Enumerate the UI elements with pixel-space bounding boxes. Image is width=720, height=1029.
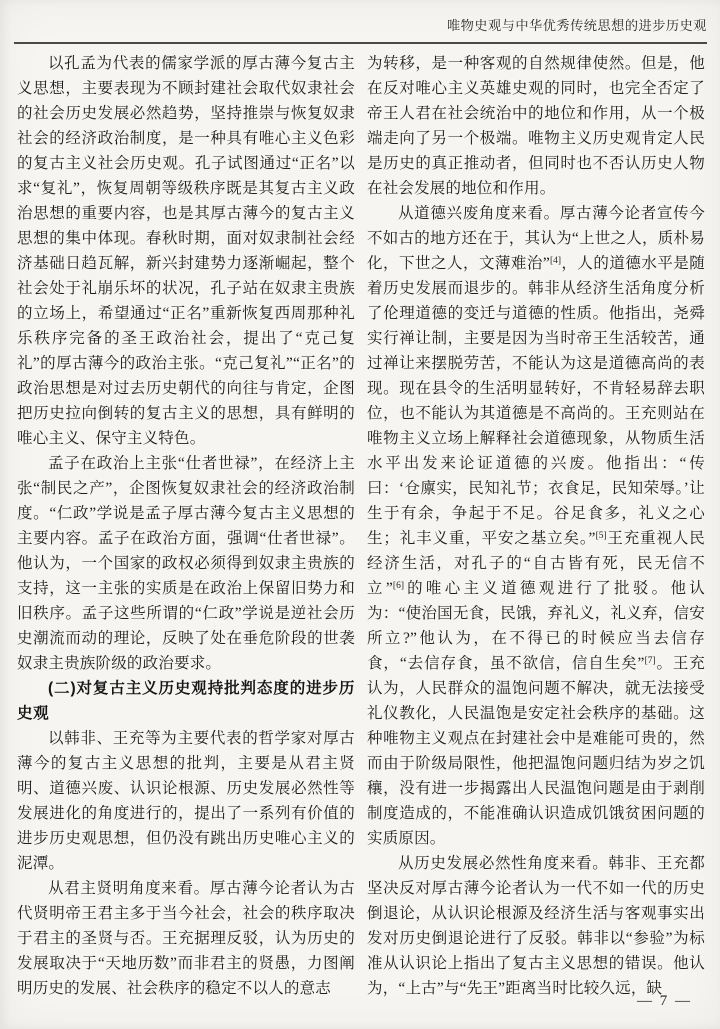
text-run: 从道德兴废角度来看。厚古薄今论者宣传今不如古的地方还在于，其认为“上世之人，质朴易化，下世之人，文薄难治” — [367, 205, 705, 272]
header-rule — [14, 42, 707, 44]
citation-ref: [4] — [550, 256, 562, 267]
text-columns — [17, 51, 706, 1001]
text-run: 。王充认为，人民群众的温饱问题不解决，就无法接受礼仪教化，人民温饱是安定社会秩序的基础。这种唯物主义观点在封建社会中是难能可贵的，然而由于阶级局限性，他把温饱问题归结为岁之饥穰，没有进一步揭露出人民温饱问题是由于剥削制度造成的，不能准确认识造成饥饿贫困问题的实质原因。 — [367, 655, 705, 847]
section-heading — [17, 676, 355, 726]
citation-ref: [6] — [392, 581, 404, 592]
text-run: 为转移，是一种客观的自然规律使然。但是，他在反对唯心主义英雄史观的同时，也完全否定了帝王人君在社会统治中的地位和作用，从一个极端走向了另一个极端。唯物主义历史观肯定人民是历史的真正推动者，但同时也不否认历史人物在社会发展的地位和作用。 — [367, 55, 705, 197]
paragraph — [17, 51, 355, 451]
running-header-title: 唯物史观与中华优秀传统思想的进步历史观 — [446, 18, 707, 33]
text-run: ，人的道德水平是随着历史发展而退步的。韩非从经济生活角度分析了伦理道德的变迁与道德的性质。他指出，尧舜实行禅让制，主要是因为当时帝王生活较苦，通过禅让来摆脱劳苦，不能认为这是道德高尚的表现。现在县令的生活明显转好，不肯轻易辞去职位，也不能认为其道德是不高尚的。王充则站在唯物主义立场上解释社会道德现象，从物质生活水平出发来论证道德的兴废。他指出：“传曰：‘仓廪实，民知礼节；衣食足，民知荣辱。’让生于有余，争起于不足。谷足食多，礼义之心生；礼丰义重，平安之基立矣。” — [367, 255, 706, 547]
page-number: — 7 — — [637, 993, 692, 1009]
right-column — [367, 51, 705, 1001]
text-run: 以韩非、王充等为主要代表的哲学家对厚古薄今的复古主义思想的批判，主要是从君主贤明、道德兴废、认识论根源、历史发展必然性等发展进化的角度进行的，提出了一系列有价值的进步历史观思想，但仍没有跳出历史唯心主义的泥潭。 — [17, 730, 355, 872]
citation-ref: [7] — [644, 656, 656, 667]
paragraph — [17, 726, 355, 876]
text-run: 的唯心主义道德观进行了批驳。他认为：“使治国无食，民饿，弃礼义，礼义弃，信安所立?”他认为，在不得已的时候应当去信存食，“去信存食，虽不欲信，信自生矣” — [367, 580, 706, 672]
text-run: 王充重视人民经济生活，对孔子的“自古皆有死，民无信不立” — [367, 530, 705, 597]
paragraph — [367, 201, 705, 851]
citation-ref: [5] — [595, 531, 607, 542]
text-run: 以孔孟为代表的儒家学派的厚古薄今复古主义思想，主要表现为不顾封建社会取代奴隶社会的社会历史发展必然趋势，坚持推崇与恢复奴隶社会的经济政治制度，是一种具有唯心主义色彩的复古主义社会历史观。孔子试图通过“正名”以求“复礼”，恢复周朝等级秩序既是其复古主义政治思想的重要内容，也是其厚古薄今的复古主义思想的集中体现。春秋时期，面对奴隶制社会经济基础日趋瓦解，新兴封建势力逐渐崛起，整个社会处于礼崩乐坏的状况，孔子站在奴隶主贵族的立场上，希望通过“正名”重新恢复西周那种礼乐秩序完备的圣王政治社会，提出了“克己复礼”的厚古薄今的政治主张。“克己复礼”“正名”的政治思想是对过去历史朝代的向往与肯定，企图把历史拉向倒转的复古主义的思想，具有鲜明的唯心主义、保守主义特色。 — [17, 55, 355, 447]
text-run: 从历史发展必然性角度来看。韩非、王充都坚决反对厚古薄今论者认为一代不如一代的历史倒退论，从认识论根源及经济生活与客观事实出发对历史倒退论进行了反驳。韩非以“参验”为标准从认识论上指出了复古主义思想的错误。他认为，“上古”与“先王”距离当时比较久远，缺 — [367, 855, 705, 997]
text-run: 从君主贤明角度来看。厚古薄今论者认为古代贤明帝王君主多于当今社会，社会的秩序取决于君主的圣贤与否。王充据理反驳，认为历史的发展取决于“天地历数”而非君主的贤愚，力图阐明历史的发展、社会秩序的稳定不以人的意志 — [17, 880, 355, 997]
left-column — [17, 51, 355, 1001]
paragraph — [367, 851, 705, 1001]
paragraph — [367, 51, 705, 201]
text-run: (二)对复古主义历史观持批判态度的进步历史观 — [17, 680, 355, 722]
paragraph — [17, 451, 355, 676]
text-run: 孟子在政治上主张“仕者世禄”，在经济上主张“制民之产”，企图恢复奴隶社会的经济政治制度。“仁政”学说是孟子厚古薄今复古主义思想的主要内容。孟子在政治方面，强调“仕者世禄”。他认为，一个国家的政权必须得到奴隶主贵族的支持，这一主张的实质是在政治上保留旧势力和旧秩序。孟子这些所谓的“仁政”学说是逆社会历史潮流而动的理论，反映了处在垂危阶段的世袭奴隶主贵族阶级的政治要求。 — [17, 455, 355, 672]
paragraph — [17, 876, 355, 1001]
